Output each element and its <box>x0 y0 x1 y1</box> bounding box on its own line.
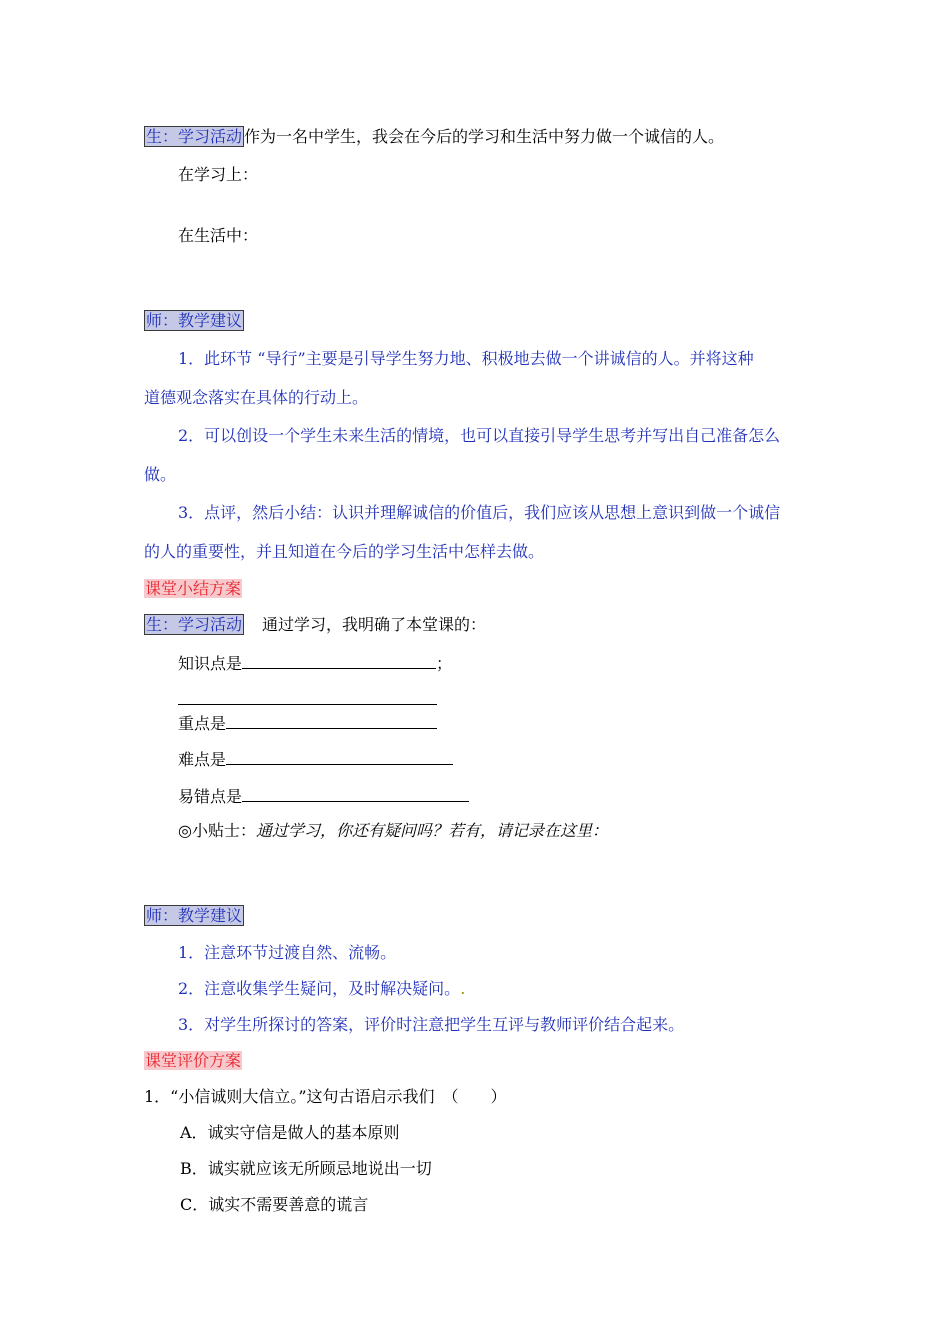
summary-activity-tag: 生：学习活动 <box>146 615 243 634</box>
evaluation-section-title: 课堂评价方案 <box>145 1051 242 1070</box>
advice2-item-2: 2．注意收集学生疑问，及时解决疑问。 <box>178 979 461 998</box>
teacher-advice-tag: 师：教学建议 <box>146 311 243 330</box>
teacher-advice-2-line <box>144 906 244 926</box>
key-point-label: 重点是 <box>178 714 227 733</box>
knowledge-semicolon: ； <box>436 654 453 673</box>
life-label: 在生活中： <box>178 226 259 245</box>
error-point-label: 易错点是 <box>178 787 243 806</box>
difficult-point-blank[interactable] <box>226 748 453 765</box>
error-point-line <box>178 785 469 807</box>
option-b[interactable]: B．诚实就应该无所顾忌地说出一切 <box>180 1159 432 1178</box>
advice2-item-2-dot: . <box>460 979 466 998</box>
knowledge-blank-continuation[interactable] <box>178 704 437 705</box>
key-point-line <box>178 712 437 734</box>
knowledge-blank[interactable] <box>242 652 436 669</box>
advice-item-2a: 2．可以创设一个学生未来生活的情境，也可以直接引导学生思考并写出自己准备怎么 <box>178 426 781 445</box>
error-point-blank[interactable] <box>242 785 469 802</box>
teacher-advice-2-tag: 师：教学建议 <box>146 906 243 925</box>
key-point-blank[interactable] <box>226 712 437 729</box>
advice2-item-2-line <box>178 979 465 999</box>
option-c[interactable]: C．诚实不需要善意的谎言 <box>180 1195 369 1214</box>
difficult-point-line <box>178 748 453 770</box>
student-activity-intro: 作为一名中学生，我会在今后的学习和生活中努力做一个诚信的人。 <box>244 127 725 146</box>
student-activity-tag: 生：学习活动 <box>146 127 243 146</box>
knowledge-label: 知识点是 <box>178 654 243 673</box>
knowledge-line <box>178 652 452 674</box>
advice2-item-1: 1．注意环节过渡自然、流畅。 <box>178 943 397 962</box>
advice-item-2b: 做。 <box>144 465 177 484</box>
summary-activity-line <box>144 615 486 635</box>
summary-title-line <box>144 579 242 599</box>
tip-text: 通过学习，你还有疑问吗？若有，请记录在这里： <box>255 821 608 840</box>
difficult-point-label: 难点是 <box>178 750 227 769</box>
option-a[interactable]: A．诚实守信是做人的基本原则 <box>180 1123 400 1142</box>
tip-line <box>178 821 608 841</box>
study-label: 在学习上： <box>178 165 259 184</box>
advice-item-3a: 3．点评，然后小结：认识并理解诚信的价值后，我们应该从思想上意识到做一个诚信 <box>178 503 781 522</box>
summary-section-title: 课堂小结方案 <box>145 579 242 598</box>
teacher-advice-line <box>144 311 244 331</box>
question-1: 1．“小信诚则大信立。”这句古语启示我们 （ ） <box>144 1087 507 1106</box>
advice-item-1a: 1．此环节 “导行”主要是引导学生努力地、积极地去做一个讲诚信的人。并将这种 <box>178 349 754 368</box>
advice-item-3b: 的人的重要性，并且知道在今后的学习生活中怎样去做。 <box>144 542 545 561</box>
evaluation-title-line <box>144 1051 242 1071</box>
summary-intro: 通过学习，我明确了本堂课的： <box>262 615 487 634</box>
advice-item-1b: 道德观念落实在具体的行动上。 <box>144 388 369 407</box>
tip-label: ◎小贴士： <box>178 821 256 840</box>
student-activity-line <box>144 127 724 147</box>
advice2-item-3: 3．对学生所探讨的答案，评价时注意把学生互评与教师评价结合起来。 <box>178 1015 685 1034</box>
